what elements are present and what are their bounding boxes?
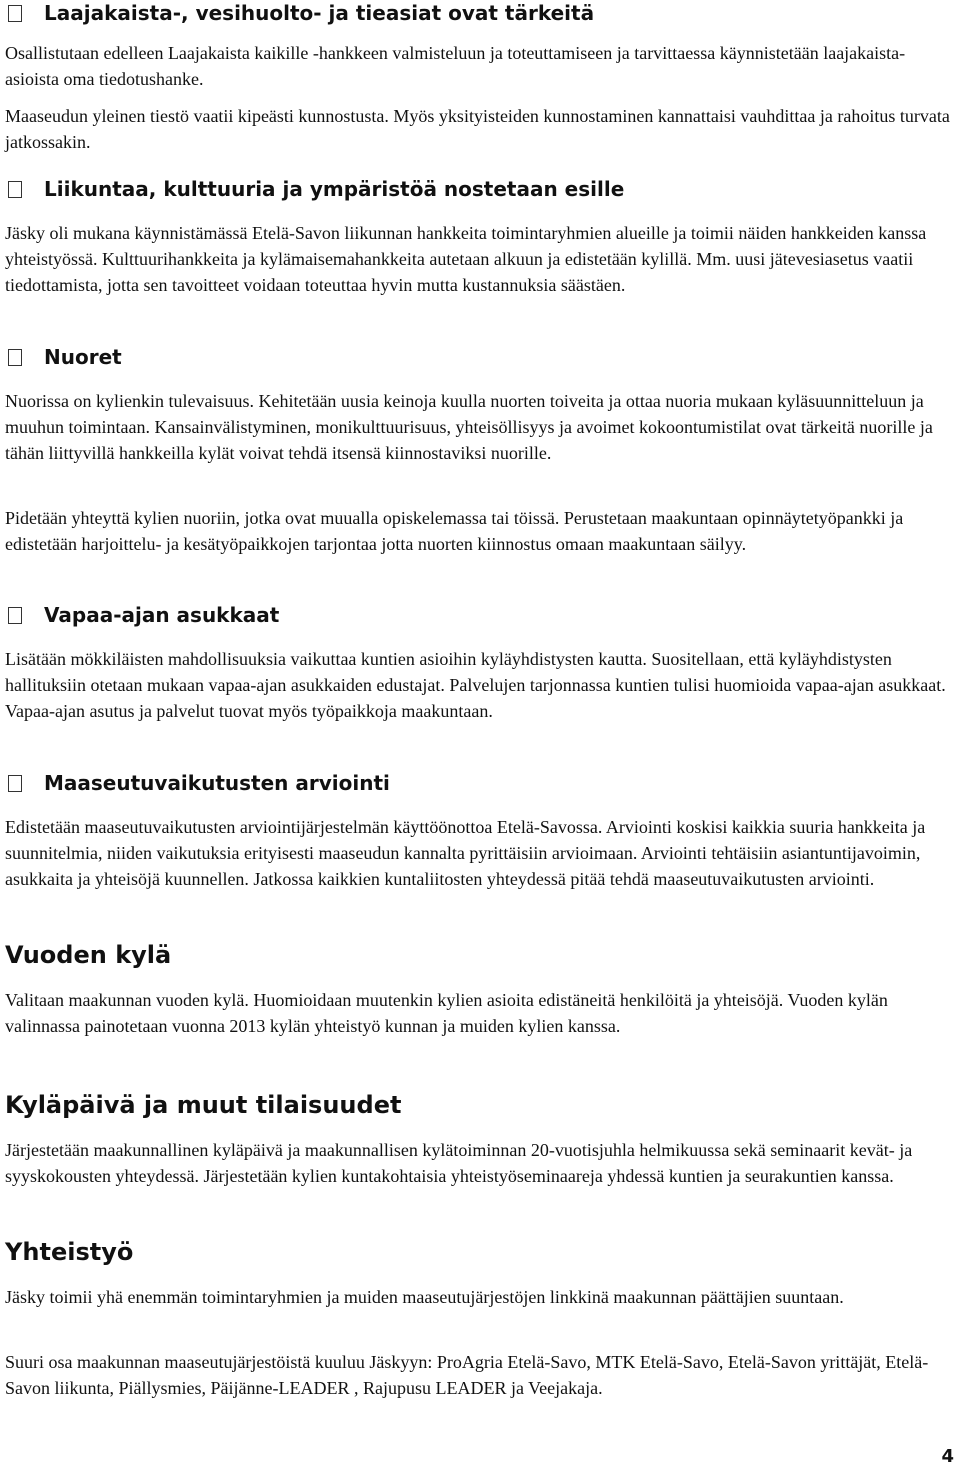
paragraph: Pidetään yhteyttä kylien nuoriin, jotka ovat muualla opiskelemassa tai töissä. Perustetaan maakuntaan opinnäytetyöpankki ja edistetään harjoittelu- ja kesätyöpaikkojen tarjontaa jotta nuorten kiinnostus omaan maakuntaan säilyy.: [5, 508, 904, 554]
page-number: 4: [941, 1446, 954, 1467]
bullet-icon: [8, 349, 22, 366]
paragraph: Lisätään mökkiläisten mahdollisuuksia vaikuttaa kuntien asioihin kyläyhdistysten kautta. Suositellaan, että kyläyhdistysten hallituksiin otetaan mukaan vapaa-ajan asukkaiden edustajat. Palvelujen tarjonnassa kuntien tulisi huomioida vapaa-ajan asukkaat. Vapaa-ajan asutus ja palvelut tuovat myös työpaikkoja maakuntaan.: [5, 649, 946, 721]
section-heading-text: Nuoret: [44, 345, 122, 369]
paragraph: Jäsky oli mukana käynnistämässä Etelä-Savon liikunnan hankkeita toimintaryhmien alueille ja toimii näiden hankkeiden kanssa yhteistyössä. Kulttuurihankkeita ja kylämaisemahankkeita autetaan alkuun ja edistetään kylillä. Mm. uusi jätevesiasetus vaatii tiedottamista, jotta sen tavoitteet voidaan toteuttaa hyvin mutta kustannuksia säästäen.: [5, 223, 927, 295]
bullet-icon: [8, 607, 22, 624]
paragraph: Edistetään maaseutuvaikutusten arviointijärjestelmän käyttöönottoa Etelä-Savossa. Arviointi koskisi kaikkia suuria hankkeita ja suunnitelmia, niiden vaikutuksia erityisesti maaseudun kannalta pyrittäisiin arvioimaan. Arviointi tehtäisiin asiantuntijavoimin, asukkaita ja yhteisöjä kuunnellen. Jatkossa kaikkien kuntaliitosten yhteydessä pitää tehdä maaseutuvaikutusten arviointi.: [5, 817, 926, 889]
section-liikunta: [5, 176, 955, 202]
paragraph: Jäsky toimii yhä enemmän toimintaryhmien ja muiden maaseutujärjestöjen linkkinä maakunnan päättäjien suuntaan.: [5, 1287, 844, 1307]
section-heading-text: Laajakaista-, vesihuolto- ja tieasiat ovat tärkeitä: [44, 1, 595, 25]
section-laajakaista: [5, 0, 955, 26]
section-heading: [5, 344, 955, 370]
paragraph: Suuri osa maakunnan maaseutujärjestöistä kuuluu Jäskyyn: ProAgria Etelä-Savo, MTK Etelä-Savo, Etelä-Savon yrittäjät, Etelä-Savon liikunta, Piällysmies, Päijänne-LEADER , Rajupusu LEADER ja Veejakaja.: [5, 1352, 929, 1398]
section-maaseutuvaikutusten: [5, 770, 955, 796]
section-heading: [5, 602, 955, 628]
paragraph: Järjestetään maakunnallinen kyläpäivä ja maakunnallisen kylätoiminnan 20-vuotisjuhla helmikuussa sekä seminaarit kevät- ja syyskokousten yhteydessä. Järjestetään kylien kuntakohtaisia yhteistyöseminaareja yhdessä kuntien ja seurakuntien kanssa.: [5, 1140, 913, 1186]
bullet-icon: [8, 181, 22, 198]
paragraph: Osallistutaan edelleen Laajakaista kaikille -hankkeen valmisteluun ja toteuttamiseen ja tarvittaessa käynnistetään laajakaista-asioista oma tiedotushanke.: [5, 43, 906, 89]
section-heading-kylapaiva: Kyläpäivä ja muut tilaisuudet: [5, 1091, 402, 1119]
paragraph: Maaseudun yleinen tiestö vaatii kipeästi kunnostusta. Myös yksityisteiden kunnostaminen kannattaisi vauhdittaa ja rahoitus turvata jatkossakin.: [5, 106, 950, 152]
section-heading: [5, 0, 955, 26]
paragraph: Nuorissa on kylienkin tulevaisuus. Kehitetään uusia keinoja kuulla nuorten toiveita ja ottaa nuoria mukaan kyläsuunnitteluun ja muuhun toimintaan. Kansainvälistyminen, monikulttuurisuus, yhteisöllisyys ja avoimet kokoontumistilat ovat tärkeitä nuorille ja tähän liittyvillä hankkeilla kylät voivat tehdä itsensä kiinnostaviksi nuorille.: [5, 391, 933, 463]
section-heading-text: Vapaa-ajan asukkaat: [44, 603, 280, 627]
paragraph: Valitaan maakunnan vuoden kylä. Huomioidaan muutenkin kylien asioita edistäneitä henkilöitä ja yhteisöjä. Vuoden kylän valinnassa painotetaan vuonna 2013 kylän yhteistyö kunnan ja muiden kylien kanssa.: [5, 990, 888, 1036]
section-heading-yhteistyo: Yhteistyö: [5, 1238, 134, 1266]
section-nuoret: [5, 344, 955, 370]
bullet-icon: [8, 775, 22, 792]
section-vapaa-ajan: [5, 602, 955, 628]
section-heading-text: Maaseutuvaikutusten arviointi: [44, 771, 390, 795]
section-heading: [5, 176, 955, 202]
section-heading-text: Liikuntaa, kulttuuria ja ympäristöä nostetaan esille: [44, 177, 625, 201]
section-heading-vuoden-kyla: Vuoden kylä: [5, 941, 172, 969]
bullet-icon: [8, 5, 22, 22]
section-heading: [5, 770, 955, 796]
